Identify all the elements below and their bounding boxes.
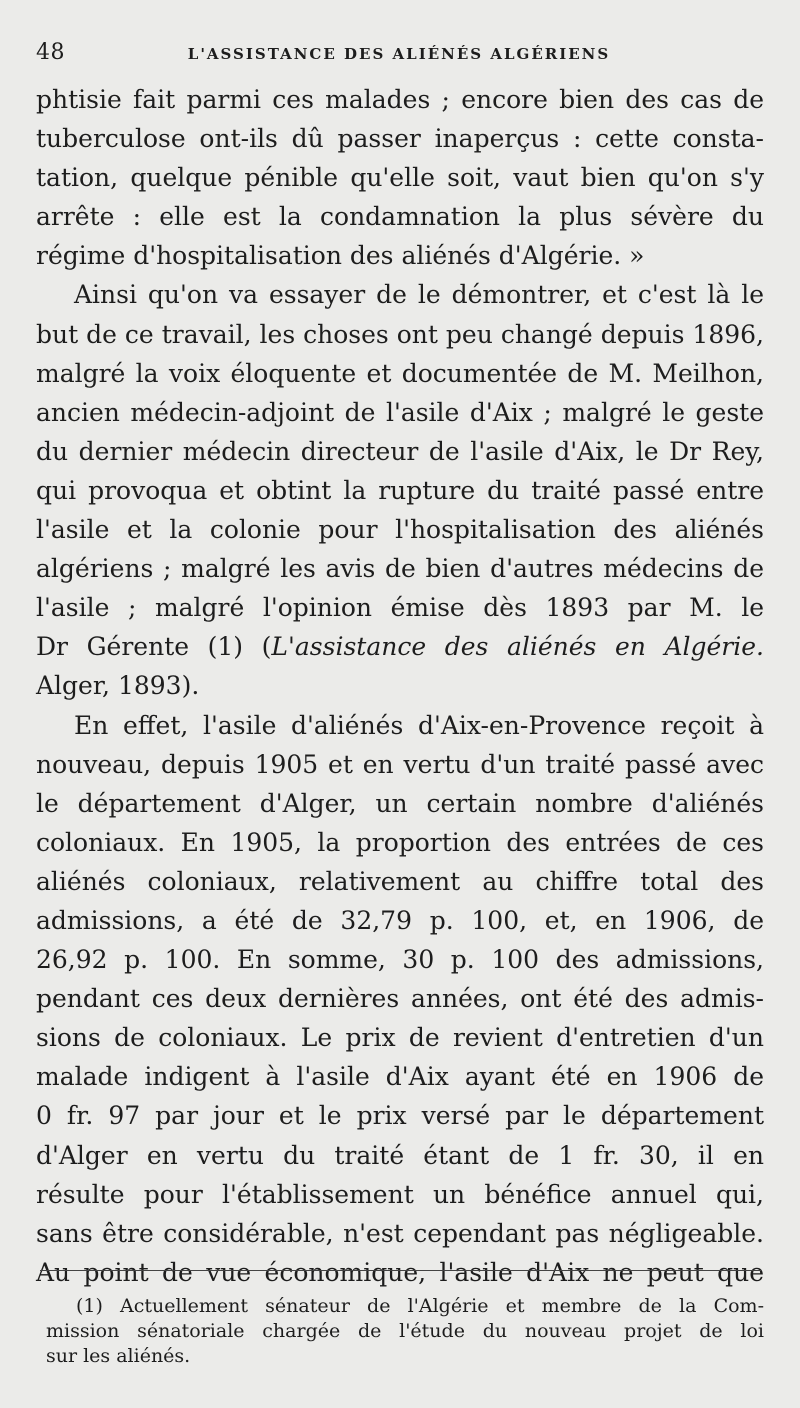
text-line: nouveau, depuis 1905 et en vertu d'un traité passé avec [36,749,764,779]
text-line: algériens ; malgré les avis de bien d'autres médecins de [36,554,764,584]
text-line: tation, quelque pénible qu'elle soit, vaut bien qu'on s'y [36,163,764,193]
text-line: le département d'Alger, un certain nombre d'aliénés [36,788,764,818]
footnote [46,1294,764,1369]
text-line: Au point de vue économique, l'asile d'Aix ne peut que [36,1257,764,1287]
text-line: du dernier médecin directeur de l'asile d'Aix, le Dr Rey, [36,436,764,466]
text-line: Ainsi qu'on va essayer de le démontrer, et c'est là le [74,280,764,310]
text-line: arrête : elle est la condamnation la plus sévère du [36,202,764,232]
text-line: qui provoqua et obtint la rupture du traité passé entre [36,475,764,505]
body-text [36,80,764,1292]
text-line: but de ce travail, les choses ont peu changé depuis 1896, [36,319,764,349]
text-line: phtisie fait parmi ces malades ; encore bien des cas de [36,85,764,114]
text-line: l'asile ; malgré l'opinion émise dès 1893 par M. le [36,593,764,623]
text-line: malgré la voix éloquente et documentée de M. Meilhon, [36,358,764,388]
page-header [36,40,762,72]
page-number: 48 [36,40,65,65]
text-line: résulte pour l'établissement un bénéfice annuel qui, [36,1179,764,1209]
text-line: sans être considérable, n'est cependant pas négligeable. [36,1218,764,1248]
footnote-divider [40,1270,762,1271]
text-line: pendant ces deux dernières années, ont été des admis- [36,984,764,1014]
text-line-with-title [36,627,764,666]
running-title: L'ASSISTANCE DES ALIÉNÉS ALGÉRIENS [187,45,611,63]
text-line: ancien médecin-adjoint de l'asile d'Aix ; malgré le geste [36,397,764,427]
text-line: d'Alger en vertu du traité étant de 1 fr. 30, il en [36,1140,764,1170]
footnote-line: sur les aliénés. [46,1345,191,1367]
text-line: tuberculose ont-ils dû passer inaperçus : cette consta- [36,124,764,154]
text-line: l'asile et la colonie pour l'hospitalisation des aliénés [36,515,764,545]
text-line: aliénés coloniaux, relativement au chiffre total des [36,866,764,896]
footnote-line: (1) Actuellement sénateur de l'Algérie et membre de la Com- [76,1295,764,1317]
text-line: 26,92 p. 100. En somme, 30 p. 100 des admissions, [36,945,764,975]
text-line: sions de coloniaux. Le prix de revient d'entretien d'un [36,1023,764,1053]
text-line: En effet, l'asile d'aliénés d'Aix-en-Provence reçoit à [74,710,764,740]
text-line: coloniaux. En 1905, la proportion des entrées de ces [36,827,764,857]
text-line: malade indigent à l'asile d'Aix ayant été en 1906 de [36,1062,764,1092]
footnote-line: mission sénatoriale chargée de l'étude du nouveau projet de loi [46,1320,764,1342]
text-segment: Dr Gérente (1) ( [36,632,272,662]
italic-book-title: L'assistance des aliénés en Algérie. [271,632,764,662]
text-line: Alger, 1893). [36,671,200,701]
text-line: 0 fr. 97 par jour et le prix versé par le département [36,1101,764,1131]
text-line: admissions, a été de 32,79 p. 100, et, en 1906, de [36,905,764,935]
text-line: régime d'hospitalisation des aliénés d'Algérie. » [36,241,645,271]
